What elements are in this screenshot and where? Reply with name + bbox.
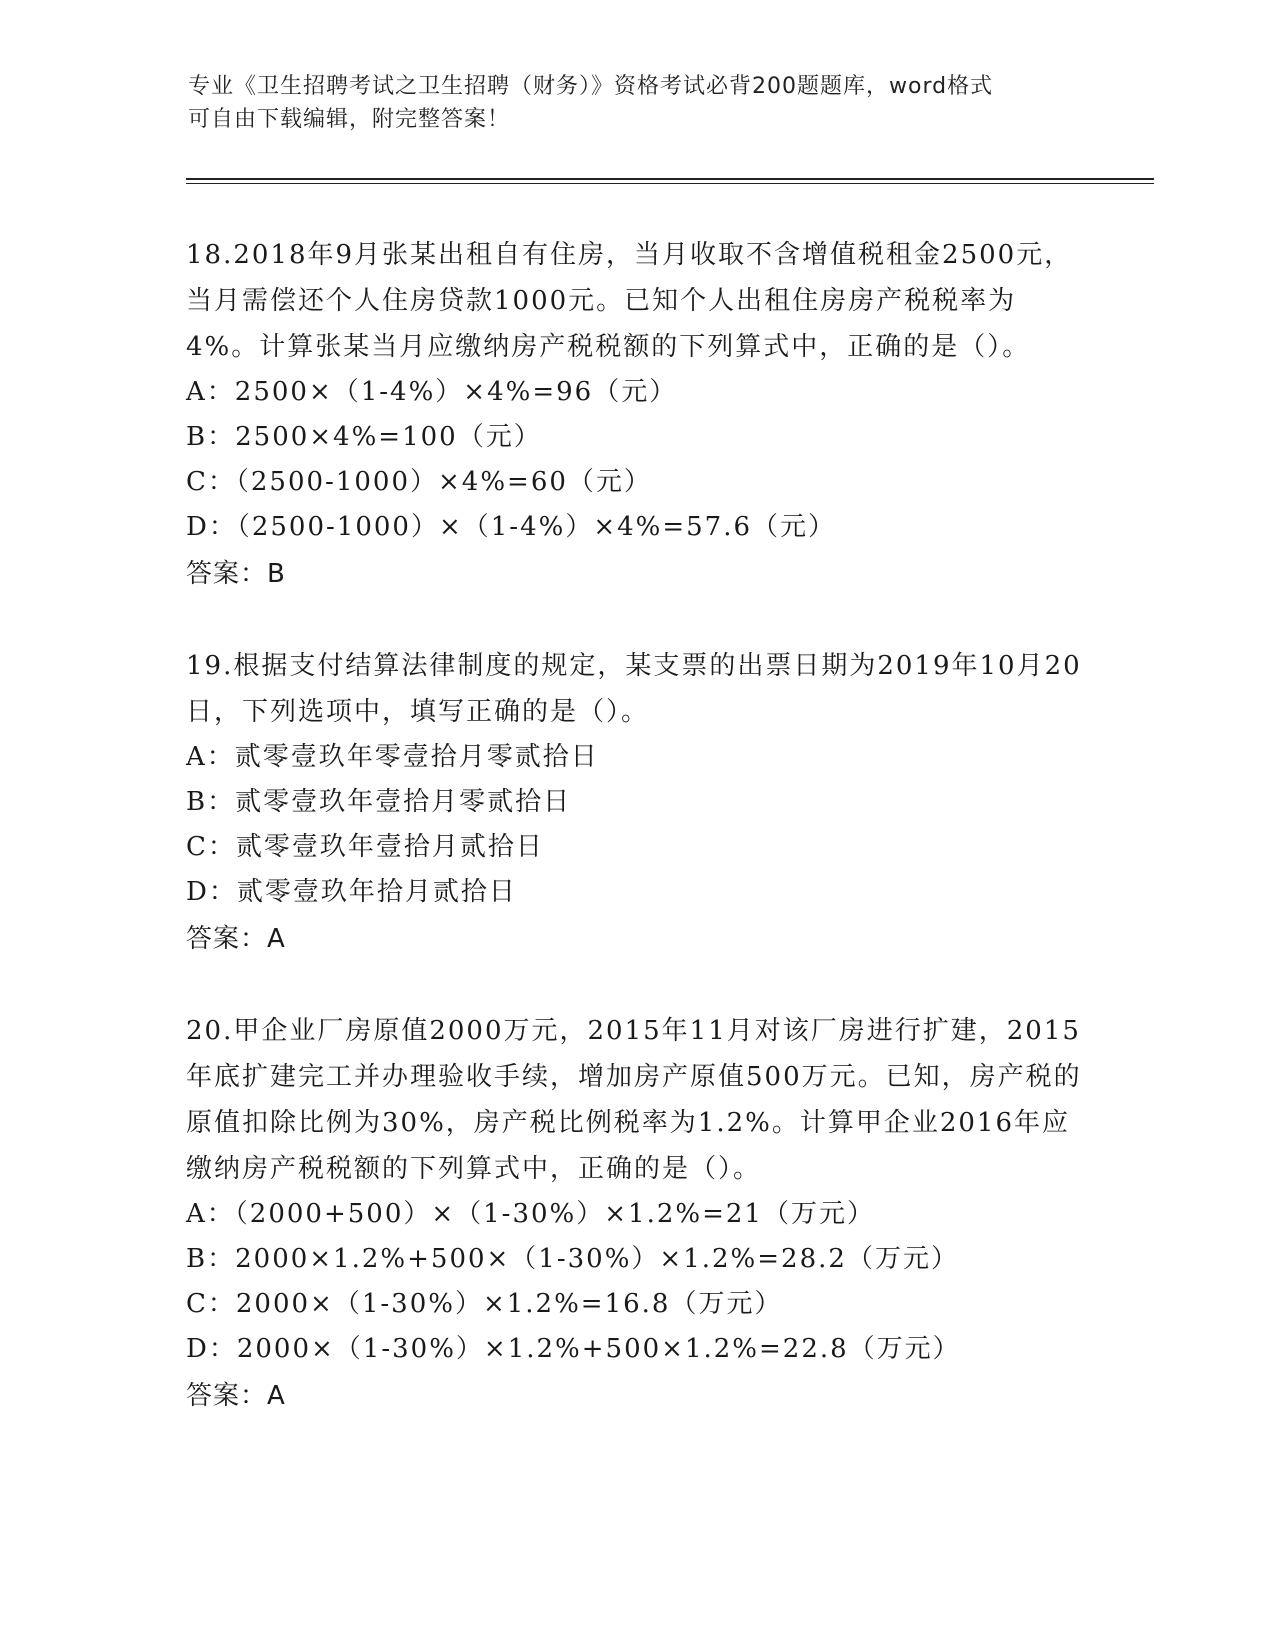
answer-label: 答案：A (186, 1381, 286, 1411)
question-text: 18.2018年9月张某出租自有住房，当月收取不含增值税租金2500元，当月需偿还个人住房贷款1000元。已知个人出租住房房产税税率为4%。计算张某当月应缴纳房产税税额的下列算式中，正确的是（）。 (186, 240, 1073, 362)
question-text: 19.根据支付结算法律制度的规定，某支票的出票日期为2019年10月20日，下列选项中，填写正确的是（）。 (186, 651, 1082, 727)
option-d: D：贰零壹玖年拾月贰拾日 (186, 877, 517, 907)
option-c: C：2000×（1-30%）×1.2%=16.8（万元） (186, 1289, 783, 1319)
option-b: B：2500×4%=100（元） (186, 422, 542, 452)
option-a: A：2500×（1-4%）×4%=96（元） (186, 377, 678, 407)
answer-label: 答案：A (186, 924, 286, 954)
header-line-1: 专业《卫生招聘考试之卫生招聘（财务）》资格考试必背200题题库，word格式 (188, 74, 994, 99)
question-20 (186, 1008, 1086, 1420)
option-b: B：2000×1.2%+500×（1-30%）×1.2%=28.2（万元） (186, 1244, 959, 1274)
option-a: A：贰零壹玖年零壹拾月零贰拾日 (186, 742, 599, 772)
question-18 (186, 232, 1086, 598)
question-19 (186, 643, 1086, 963)
header-divider-thick (186, 178, 1154, 180)
option-c: C：贰零壹玖年壹拾月贰拾日 (186, 832, 544, 862)
option-c: C：（2500-1000）×4%=60（元） (186, 467, 652, 497)
document-header (188, 70, 1088, 136)
question-text: 20.甲企业厂房原值2000万元，2015年11月对该厂房进行扩建，2015年底扩建完工并办理验收手续，增加房产原值500万元。已知，房产税的原值扣除比例为30%，房产税比例税率为1.2%。计算甲企业2016年应缴纳房产税税额的下列算式中，正确的是（）。 (186, 1016, 1082, 1184)
option-d: D：2000×（1-30%）×1.2%+500×1.2%=22.8（万元） (186, 1334, 961, 1364)
answer-label: 答案：B (186, 559, 286, 589)
option-b: B：贰零壹玖年壹拾月零贰拾日 (186, 787, 572, 817)
header-line-2: 可自由下载编辑，附完整答案！ (188, 107, 511, 132)
header-divider-thin (186, 183, 1154, 184)
option-a: A：（2000+500）×（1-30%）×1.2%=21（万元） (186, 1199, 875, 1229)
option-d: D：（2500-1000）×（1-4%）×4%=57.6（元） (186, 512, 837, 542)
